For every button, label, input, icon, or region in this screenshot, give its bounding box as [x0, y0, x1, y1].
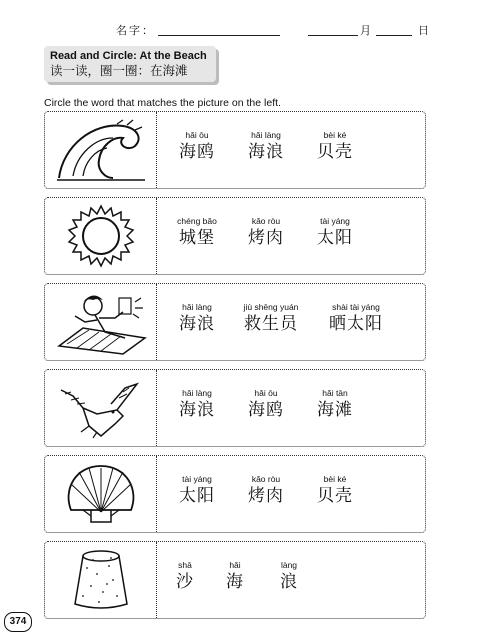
pinyin: tài yáng: [320, 216, 350, 226]
words-cell: [157, 198, 425, 274]
exercise-row: [44, 283, 426, 361]
title-english: Read and Circle: At the Beach: [50, 50, 207, 62]
pinyin: hǎi ōu: [254, 388, 278, 398]
word-option[interactable]: [231, 215, 301, 249]
hanzi: 海: [226, 572, 244, 592]
hanzi: 城堡: [179, 228, 215, 248]
exercise-row: [44, 111, 426, 189]
hanzi: 贝壳: [317, 142, 353, 162]
exercise-row: [44, 197, 426, 275]
picture-cell: [45, 198, 157, 274]
exercise-table: [44, 111, 426, 627]
pinyin: hǎi làng: [182, 388, 212, 398]
pinyin: shài tài yáng: [332, 302, 380, 312]
title-box: [44, 46, 216, 82]
words-cell: [157, 284, 425, 360]
hanzi: 烤肉: [248, 486, 284, 506]
hanzi: 太阳: [317, 228, 353, 248]
picture-cell: [45, 456, 157, 532]
pinyin: bèi ké: [323, 474, 347, 484]
seashell-icon: [53, 460, 149, 528]
hanzi: 太阳: [179, 486, 215, 506]
pinyin: shā: [178, 560, 192, 570]
hanzi: 海鸥: [179, 142, 215, 162]
pinyin: hǎi làng: [182, 302, 212, 312]
word-option[interactable]: [269, 559, 309, 593]
hanzi: 救生员: [244, 314, 298, 334]
hanzi: 海浪: [179, 400, 215, 420]
word-option[interactable]: [165, 559, 205, 593]
pinyin: chéng bǎo: [177, 216, 217, 226]
page-number: 374: [4, 612, 32, 632]
hanzi: 海浪: [179, 314, 215, 334]
exercise-row: [44, 369, 426, 447]
word-option[interactable]: [231, 387, 301, 421]
seagull-icon: [53, 374, 149, 442]
pinyin: hǎi làng: [251, 130, 281, 140]
pinyin: tài yáng: [182, 474, 212, 484]
word-option[interactable]: [165, 473, 229, 507]
exercise-row: [44, 541, 426, 619]
picture-cell: [45, 284, 157, 360]
word-option[interactable]: [231, 473, 301, 507]
hanzi: 烤肉: [248, 228, 284, 248]
pinyin: hǎi tān: [322, 388, 348, 398]
words-cell: [157, 542, 425, 618]
sun-icon: [53, 202, 149, 270]
instruction-text: Circle the word that matches the picture on the left.: [44, 97, 281, 109]
month-field[interactable]: [308, 35, 358, 36]
word-option[interactable]: [231, 129, 301, 163]
word-option[interactable]: [303, 473, 367, 507]
words-cell: [157, 456, 425, 532]
hanzi: 海鸥: [248, 400, 284, 420]
words-cell: [157, 112, 425, 188]
pinyin: bèi ké: [323, 130, 347, 140]
word-option[interactable]: [165, 129, 229, 163]
wave-icon: [53, 116, 149, 184]
word-option[interactable]: [229, 301, 313, 335]
hanzi: 贝壳: [317, 486, 353, 506]
day-label: 日: [418, 24, 429, 37]
picture-cell: [45, 370, 157, 446]
exercise-row: [44, 455, 426, 533]
word-option[interactable]: [165, 215, 229, 249]
pinyin: kǎo ròu: [251, 474, 281, 484]
words-cell: [157, 370, 425, 446]
hanzi: 浪: [280, 572, 298, 592]
month-label: 月: [360, 24, 371, 37]
word-option[interactable]: [303, 129, 367, 163]
word-option[interactable]: [315, 301, 397, 335]
title-chinese: 读一读，圈一圈：在海滩: [50, 63, 188, 78]
sunbathing-child-icon: [53, 288, 149, 356]
picture-cell: [45, 542, 157, 618]
pinyin: làng: [280, 560, 298, 570]
pinyin: hǎi ōu: [185, 130, 209, 140]
hanzi: 海滩: [317, 400, 353, 420]
name-field[interactable]: [158, 35, 280, 36]
word-option[interactable]: [165, 387, 229, 421]
header-row: [0, 22, 494, 42]
word-option[interactable]: [303, 215, 367, 249]
hanzi: 沙: [176, 572, 194, 592]
hanzi: 海浪: [248, 142, 284, 162]
pinyin: jiù shēng yuán: [243, 302, 299, 312]
name-label: 名字：: [116, 24, 155, 37]
word-option[interactable]: [165, 301, 229, 335]
picture-cell: [45, 112, 157, 188]
word-option[interactable]: [215, 559, 255, 593]
sand-icon: [53, 546, 149, 614]
pinyin: kǎo ròu: [251, 216, 281, 226]
hanzi: 晒太阳: [329, 314, 383, 334]
day-field[interactable]: [376, 35, 412, 36]
word-option[interactable]: [303, 387, 367, 421]
pinyin: hǎi: [229, 560, 241, 570]
